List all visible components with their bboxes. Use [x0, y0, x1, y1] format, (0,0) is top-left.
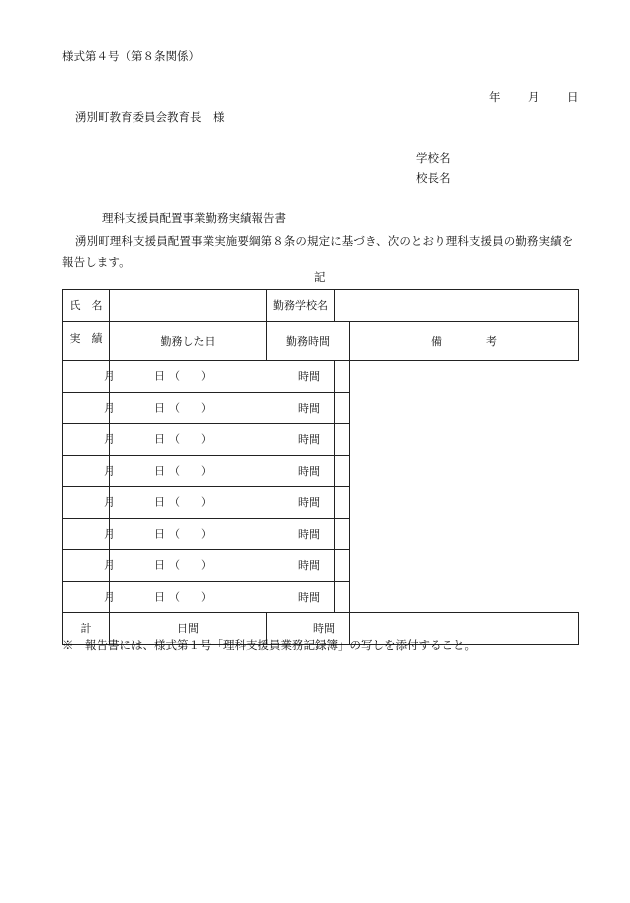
addressee: 湧別町教育委員会教育長 様 [75, 110, 225, 124]
day-label: 日 [154, 527, 165, 541]
table-row [63, 518, 579, 550]
name-field[interactable] [110, 290, 267, 322]
total-days: 日間 [110, 613, 267, 645]
weekday-open-paren: （ [169, 401, 180, 415]
date-cell[interactable] [63, 487, 212, 519]
weekday-close-paren: ） [201, 464, 212, 478]
month-label: 月 [104, 369, 115, 383]
table-row [63, 392, 579, 424]
month-label: 月 [104, 495, 115, 509]
name-row [63, 290, 579, 322]
hours-cell[interactable]: 時間 [110, 581, 335, 613]
weekday-open-paren: （ [169, 464, 180, 478]
header-hours: 勤務時間 [267, 321, 350, 361]
note-text: ※ 報告書には、様式第１号「理科支援員業務記録簿」の写しを添付すること。 [62, 638, 476, 652]
weekday-open-paren: （ [169, 432, 180, 446]
remarks-cell[interactable] [335, 518, 350, 550]
ki-heading: 記 [314, 270, 326, 284]
body-text: 湧別町理科支援員配置事業実施要綱第８条の規定に基づき、次のとおり理科支援員の勤務実績を報告します。 [62, 234, 574, 269]
table-row [63, 361, 579, 393]
weekday-close-paren: ） [201, 527, 212, 541]
document-title: 理科支援員配置事業勤務実績報告書 [102, 211, 286, 225]
remarks-cell[interactable] [335, 392, 350, 424]
date-cell[interactable] [63, 424, 212, 456]
date-month-label: 月 [528, 90, 540, 104]
record-label: 実 績 [63, 321, 110, 361]
weekday-close-paren: ） [201, 401, 212, 415]
table-row [63, 455, 579, 487]
date-cell[interactable] [63, 392, 212, 424]
remarks-cell[interactable] [335, 361, 350, 393]
hours-cell[interactable]: 時間 [110, 392, 335, 424]
date-cell[interactable] [63, 455, 212, 487]
weekday-close-paren: ） [201, 558, 212, 572]
date-year-label: 年 [489, 90, 501, 104]
form-number: 様式第４号（第８条関係） [62, 49, 200, 63]
weekday-open-paren: （ [169, 590, 180, 604]
weekday-close-paren: ） [201, 369, 212, 383]
weekday-close-paren: ） [201, 590, 212, 604]
table-row [63, 424, 579, 456]
date-cell[interactable] [63, 518, 212, 550]
weekday-open-paren: （ [169, 558, 180, 572]
work-school-label: 勤務学校名 [267, 290, 335, 322]
table-row [63, 550, 579, 582]
day-label: 日 [154, 590, 165, 604]
remarks-cell[interactable] [335, 424, 350, 456]
school-name-label: 学校名 [416, 151, 451, 165]
month-label: 月 [104, 590, 115, 604]
month-label: 月 [104, 432, 115, 446]
day-label: 日 [154, 401, 165, 415]
month-label: 月 [104, 558, 115, 572]
hours-cell[interactable]: 時間 [110, 518, 335, 550]
total-label: 計 [63, 613, 110, 645]
hours-cell[interactable]: 時間 [110, 361, 335, 393]
hours-cell[interactable]: 時間 [110, 424, 335, 456]
table-row [63, 581, 579, 613]
table-row [63, 487, 579, 519]
day-label: 日 [154, 464, 165, 478]
date-cell[interactable] [63, 550, 212, 582]
weekday-close-paren: ） [201, 432, 212, 446]
hours-cell[interactable]: 時間 [110, 455, 335, 487]
month-label: 月 [104, 527, 115, 541]
weekday-open-paren: （ [169, 527, 180, 541]
work-school-field[interactable] [335, 290, 579, 322]
day-label: 日 [154, 558, 165, 572]
date-cell[interactable] [63, 581, 212, 613]
weekday-open-paren: （ [169, 369, 180, 383]
header-date: 勤務した日 [110, 321, 267, 361]
day-label: 日 [154, 369, 165, 383]
date-day-label: 日 [567, 90, 579, 104]
weekday-close-paren: ） [201, 495, 212, 509]
month-label: 月 [104, 401, 115, 415]
hours-cell[interactable]: 時間 [110, 487, 335, 519]
report-table [62, 289, 579, 645]
day-label: 日 [154, 495, 165, 509]
remarks-cell[interactable] [335, 581, 350, 613]
header-row [63, 321, 579, 361]
remarks-cell[interactable] [335, 550, 350, 582]
name-label: 氏 名 [63, 290, 110, 322]
remarks-cell[interactable] [335, 455, 350, 487]
principal-label: 校長名 [416, 171, 451, 185]
hours-cell[interactable]: 時間 [110, 550, 335, 582]
header-remarks: 備 考 [350, 321, 579, 361]
weekday-open-paren: （ [169, 495, 180, 509]
total-hours: 時間 [267, 613, 350, 645]
date-cell[interactable] [63, 361, 212, 393]
month-label: 月 [104, 464, 115, 478]
day-label: 日 [154, 432, 165, 446]
remarks-cell[interactable] [335, 487, 350, 519]
